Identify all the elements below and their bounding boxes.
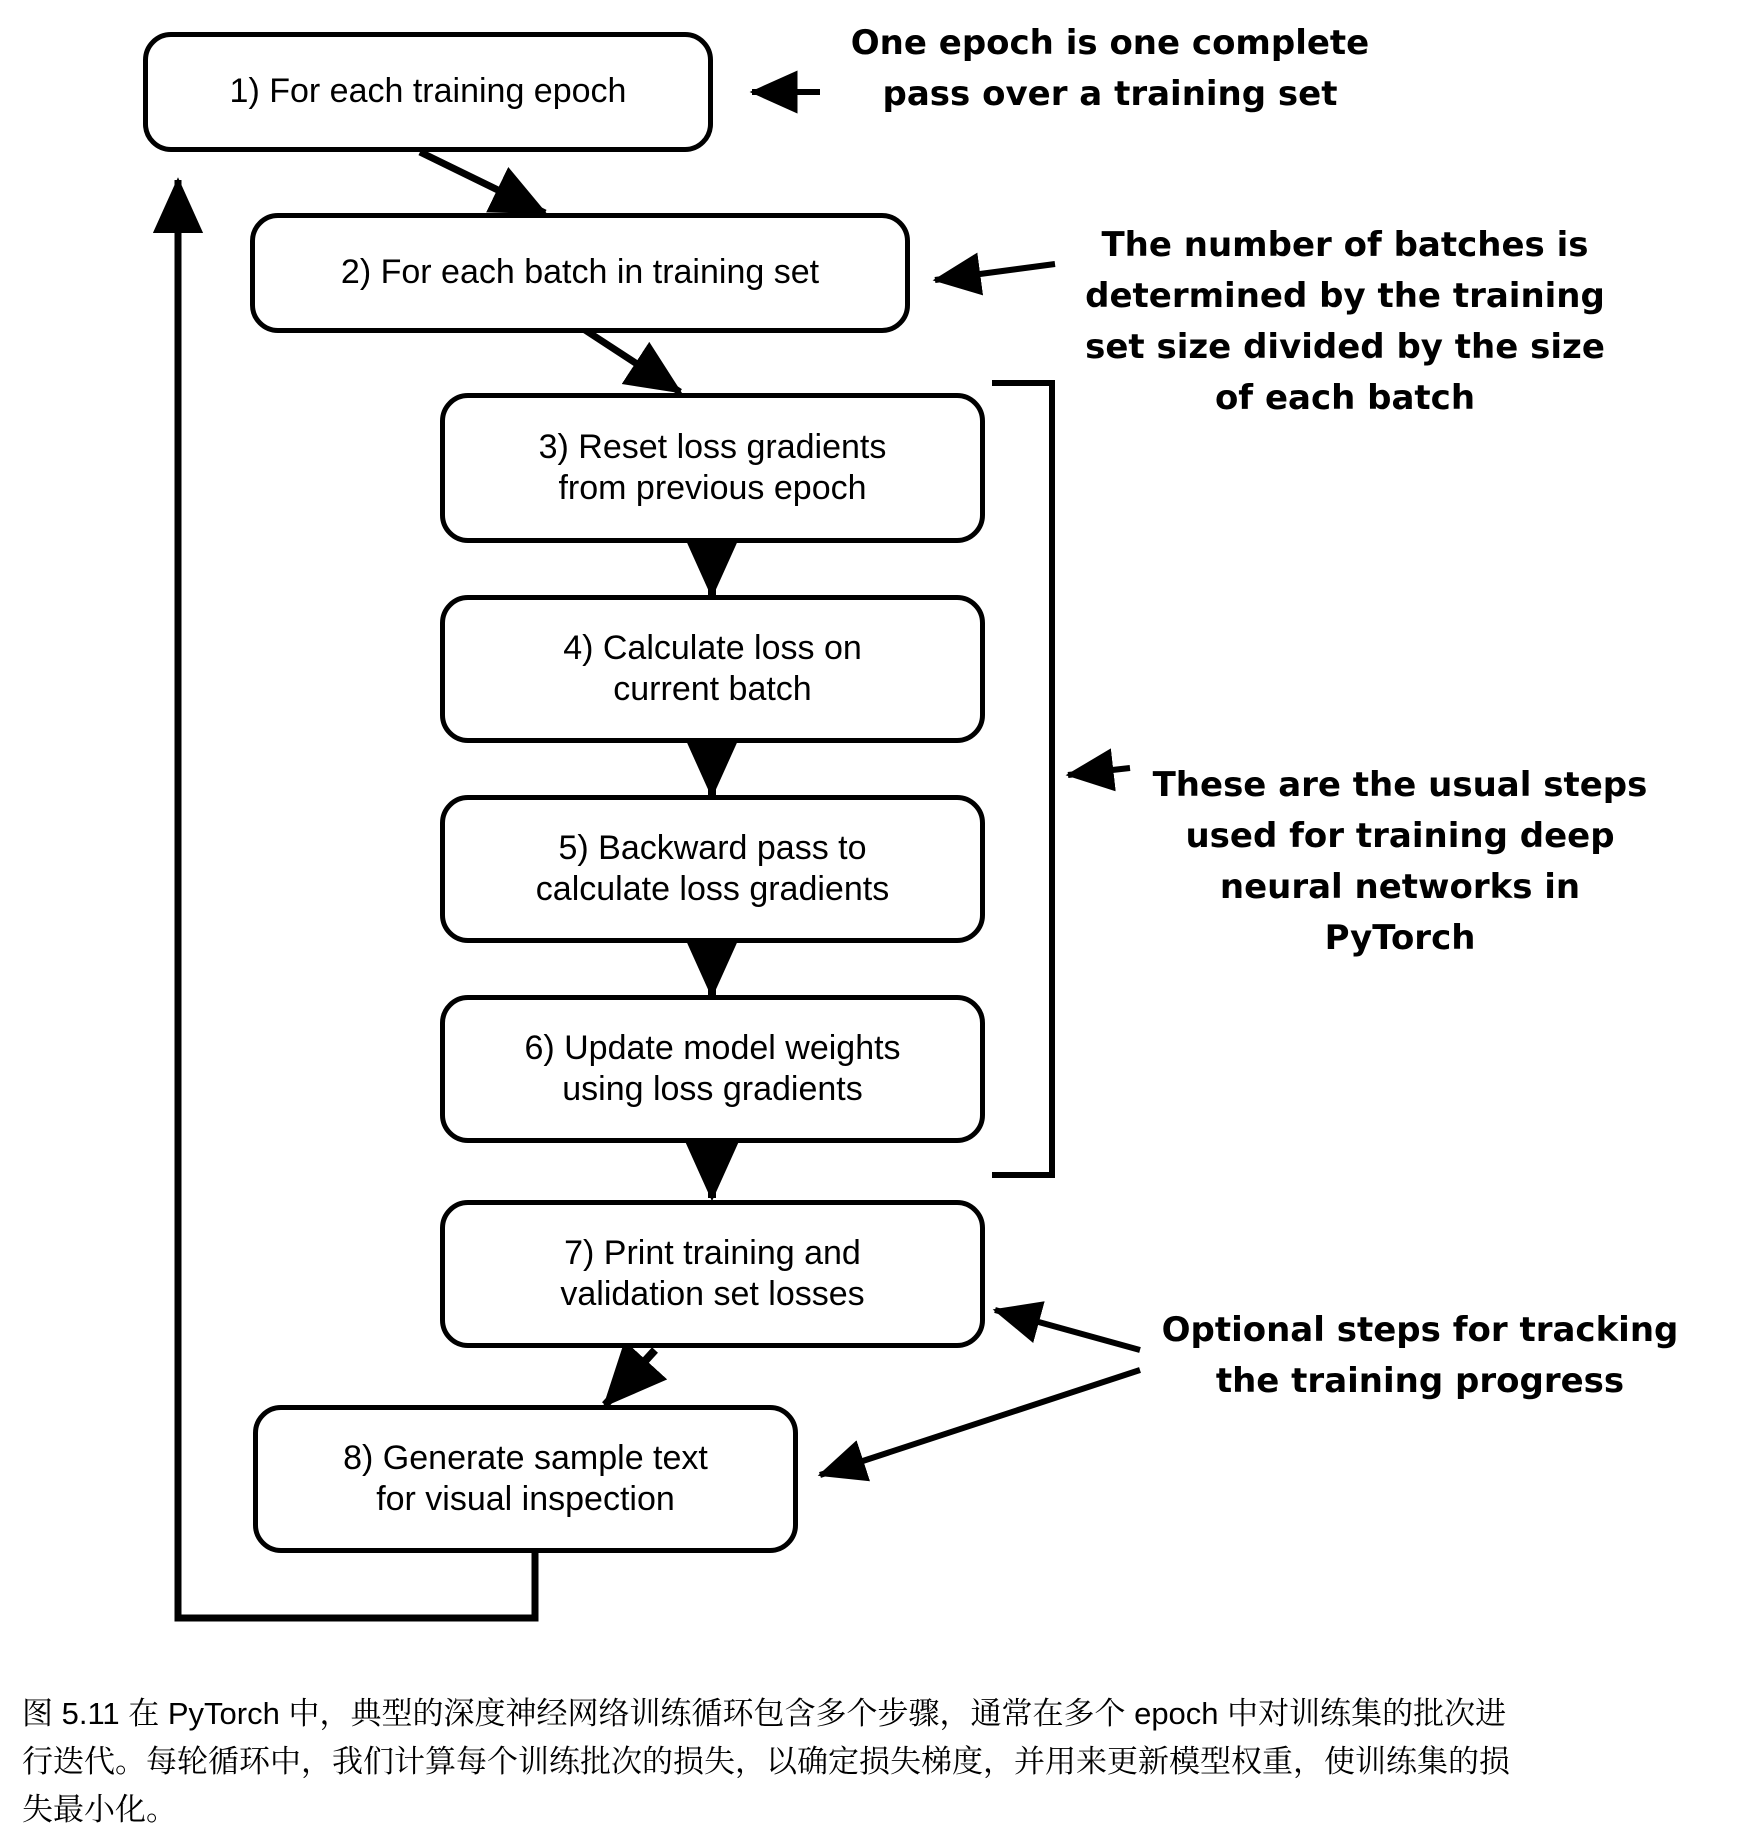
flow-node-step3[interactable] xyxy=(440,393,985,543)
caption-line: 行迭代。每轮循环中，我们计算每个训练批次的损失，以确定损失梯度，并用来更新模型权重，使训练集的损 xyxy=(22,1744,1510,1780)
flow-node-step1[interactable] xyxy=(143,32,713,152)
flow-node-step7[interactable] xyxy=(440,1200,985,1348)
annotation-line: One epoch is one complete xyxy=(850,23,1370,63)
annotation-line: neural networks in xyxy=(1219,867,1581,907)
flow-node-label: 1) For each training epoch xyxy=(229,72,627,111)
annotation-line: PyTorch xyxy=(1324,918,1476,958)
flow-node-label-line1: 6) Update model weights xyxy=(524,1028,901,1067)
annotation-line: Optional steps for tracking xyxy=(1161,1310,1679,1350)
flow-node-label-line2: validation set losses xyxy=(560,1275,865,1313)
annotation-line: set size divided by the size xyxy=(1085,327,1605,367)
flow-node-label-line2: from previous epoch xyxy=(558,469,867,507)
flow-node-label-line2: calculate loss gradients xyxy=(535,870,890,908)
flow-node-label-line2: using loss gradients xyxy=(562,1070,863,1108)
annotation-line: pass over a training set xyxy=(882,74,1338,114)
flow-node-step2[interactable] xyxy=(250,213,910,333)
figure-caption xyxy=(22,1690,1738,1834)
flow-node-label-line1: 4) Calculate loss on xyxy=(563,628,862,667)
annotation-line: of each batch xyxy=(1214,378,1476,418)
flow-node-step8[interactable] xyxy=(253,1405,798,1553)
annotation-line: the training progress xyxy=(1215,1361,1625,1401)
annotation-line: The number of batches is xyxy=(1101,225,1589,265)
flow-node-step4[interactable] xyxy=(440,595,985,743)
caption-line: 图 5.11 在 PyTorch 中，典型的深度神经网络训练循环包含多个步骤，通常在多个 epoch 中对训练集的批次进 xyxy=(22,1696,1507,1731)
annotation-note-batches xyxy=(1065,220,1625,424)
annotation-line: These are the usual steps xyxy=(1152,765,1648,805)
flow-node-label-line2: for visual inspection xyxy=(376,1480,675,1518)
flow-node-label-line1: 5) Backward pass to xyxy=(558,828,867,867)
flow-node-label-line1: 8) Generate sample text xyxy=(343,1438,708,1477)
annotation-note-usual-steps xyxy=(1140,760,1660,964)
flow-node-label-line1: 3) Reset loss gradients xyxy=(538,427,887,466)
flow-node-step6[interactable] xyxy=(440,995,985,1143)
flow-node-label: 2) For each batch in training set xyxy=(340,253,820,292)
annotation-note-epoch xyxy=(840,18,1380,120)
flow-node-step5[interactable] xyxy=(440,795,985,943)
annotation-line: determined by the training xyxy=(1085,276,1605,316)
flow-node-label-line1: 7) Print training and xyxy=(564,1233,861,1272)
flow-node-label-line2: current batch xyxy=(613,670,812,708)
annotation-line: used for training deep xyxy=(1185,816,1615,856)
caption-line: 失最小化。 xyxy=(22,1792,177,1828)
annotation-note-optional xyxy=(1140,1305,1700,1407)
